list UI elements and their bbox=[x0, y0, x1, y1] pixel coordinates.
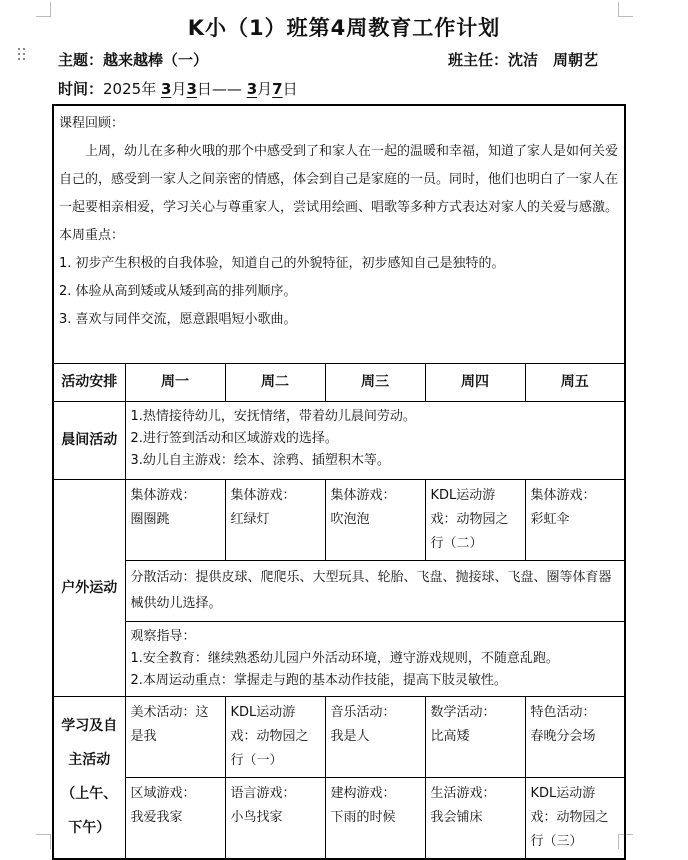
learning-thu-pm: 生活游戏： 我会铺床 bbox=[425, 777, 525, 859]
outdoor-activity-label: 户外运动 bbox=[53, 479, 125, 696]
learning-fri-am: 特色活动： 春晚分会场 bbox=[525, 696, 625, 777]
learning-label-line: 主活动 bbox=[68, 752, 111, 768]
day-header-fri: 周五 bbox=[525, 363, 625, 401]
page-title: K小（1）班第4周教育工作计划 bbox=[187, 16, 501, 40]
drag-handle-icon[interactable] bbox=[18, 48, 28, 64]
morning-activity-label: 晨间活动 bbox=[53, 401, 125, 479]
day-header-wed: 周三 bbox=[325, 363, 425, 401]
learning-fri-pm: KDL运动游戏：动物园之行（三） bbox=[525, 777, 625, 859]
teacher-label: 班主任： bbox=[448, 51, 509, 69]
course-review-cell bbox=[53, 105, 625, 363]
date-separator: —— bbox=[211, 80, 242, 98]
focus-item: 2. 体验从高到矮或从矮到高的排列顺序。 bbox=[59, 284, 297, 299]
learning-mon-pm: 区域游戏： 我爱我家 bbox=[125, 777, 225, 859]
outdoor-game-thu: KDL运动游戏：动物园之行（二） bbox=[425, 479, 525, 560]
time-label: 时间： bbox=[58, 80, 104, 98]
scattered-activity-cell: 分散活动：提供皮球、爬爬乐、大型玩具、轮胎、飞盘、抛接球、飞盘、圈等体育器械供幼儿选择。 bbox=[125, 560, 625, 621]
day-unit: 日 bbox=[196, 80, 212, 98]
year-unit: 年 bbox=[141, 80, 157, 98]
outdoor-game-tue: 集体游戏： 红绿灯 bbox=[225, 479, 325, 560]
morning-line: 1.热情接待幼儿，安抚情绪，带着幼儿晨间劳动。 bbox=[130, 408, 416, 424]
learning-tue-am: KDL运动游戏：动物园之行（一） bbox=[225, 696, 325, 777]
observation-heading: 观察指导： bbox=[130, 628, 196, 644]
month-unit-2: 月 bbox=[257, 80, 273, 98]
theme-line bbox=[58, 49, 208, 70]
start-month: 3 bbox=[161, 80, 172, 98]
morning-line: 3.幼儿自主游戏：绘本、涂鸦、插塑积木等。 bbox=[130, 452, 390, 468]
day-header-thu: 周四 bbox=[425, 363, 525, 401]
theme-label: 主题： bbox=[58, 51, 104, 69]
review-paragraph: 上周，幼儿在多种火哦的那个中感受到了和家人在一起的温暖和幸福，知道了家人是如何关爱自己的，感受到一家人之间亲密的情感，体会到自己是家庭的一员。同时，他们也明白了一家人在一起要相亲相爱，学习关心与尊重家人，尝试用绘画、唱歌等多种方式表达对家人的关爱与感激。 bbox=[59, 144, 619, 215]
learning-mon-am: 美术活动：这是我 bbox=[125, 696, 225, 777]
activity-arrangement-header: 活动安排 bbox=[53, 363, 125, 401]
time-year: 2025 bbox=[103, 80, 142, 98]
observation-line: 1.安全教育：继续熟悉幼儿园户外活动环境，遵守游戏规则，不随意乱跑。 bbox=[130, 650, 559, 666]
weekly-plan-table bbox=[52, 104, 626, 860]
end-day: 7 bbox=[272, 80, 283, 98]
observation-line: 2.本周运动重点：掌握走与跑的基本动作技能，提高下肢灵敏性。 bbox=[130, 672, 507, 688]
morning-activity-cell bbox=[125, 401, 625, 479]
learning-wed-am: 音乐活动： 我是人 bbox=[325, 696, 425, 777]
learning-label-line: 学习及自 bbox=[61, 718, 118, 734]
learning-tue-pm: 语言游戏： 小鸟找家 bbox=[225, 777, 325, 859]
morning-line: 2.进行签到活动和区域游戏的选择。 bbox=[130, 430, 338, 446]
day-header-mon: 周一 bbox=[125, 363, 225, 401]
focus-item: 3. 喜欢与同伴交流，愿意跟唱短小歌曲。 bbox=[59, 312, 297, 327]
observation-guidance-cell bbox=[125, 621, 625, 696]
teacher-names: 沈洁 周朝艺 bbox=[508, 51, 599, 69]
theme-value: 越来越棒（一） bbox=[103, 51, 209, 69]
learning-label-line: （上午、 bbox=[61, 786, 118, 802]
outdoor-game-fri: 集体游戏： 彩虹伞 bbox=[525, 479, 625, 560]
teacher-line bbox=[448, 49, 598, 70]
focus-item: 1. 初步产生积极的自我体验，知道自己的外貌特征，初步感知自己是独特的。 bbox=[59, 256, 505, 271]
time-line bbox=[58, 78, 298, 99]
page-corner-mark bbox=[36, 834, 51, 849]
day-unit-2: 日 bbox=[282, 80, 298, 98]
month-unit: 月 bbox=[171, 80, 187, 98]
review-heading: 课程回顾： bbox=[59, 116, 125, 131]
learning-thu-am: 数学活动： 比高矮 bbox=[425, 696, 525, 777]
learning-activity-label bbox=[53, 696, 125, 859]
learning-label-line: 下午） bbox=[68, 820, 111, 836]
outdoor-game-mon: 集体游戏： 圈圈跳 bbox=[125, 479, 225, 560]
start-day: 3 bbox=[186, 80, 197, 98]
focus-heading: 本周重点： bbox=[59, 228, 125, 243]
end-month: 3 bbox=[246, 80, 258, 98]
learning-wed-pm: 建构游戏： 下雨的时候 bbox=[325, 777, 425, 859]
outdoor-game-wed: 集体游戏： 吹泡泡 bbox=[325, 479, 425, 560]
day-header-tue: 周二 bbox=[225, 363, 325, 401]
